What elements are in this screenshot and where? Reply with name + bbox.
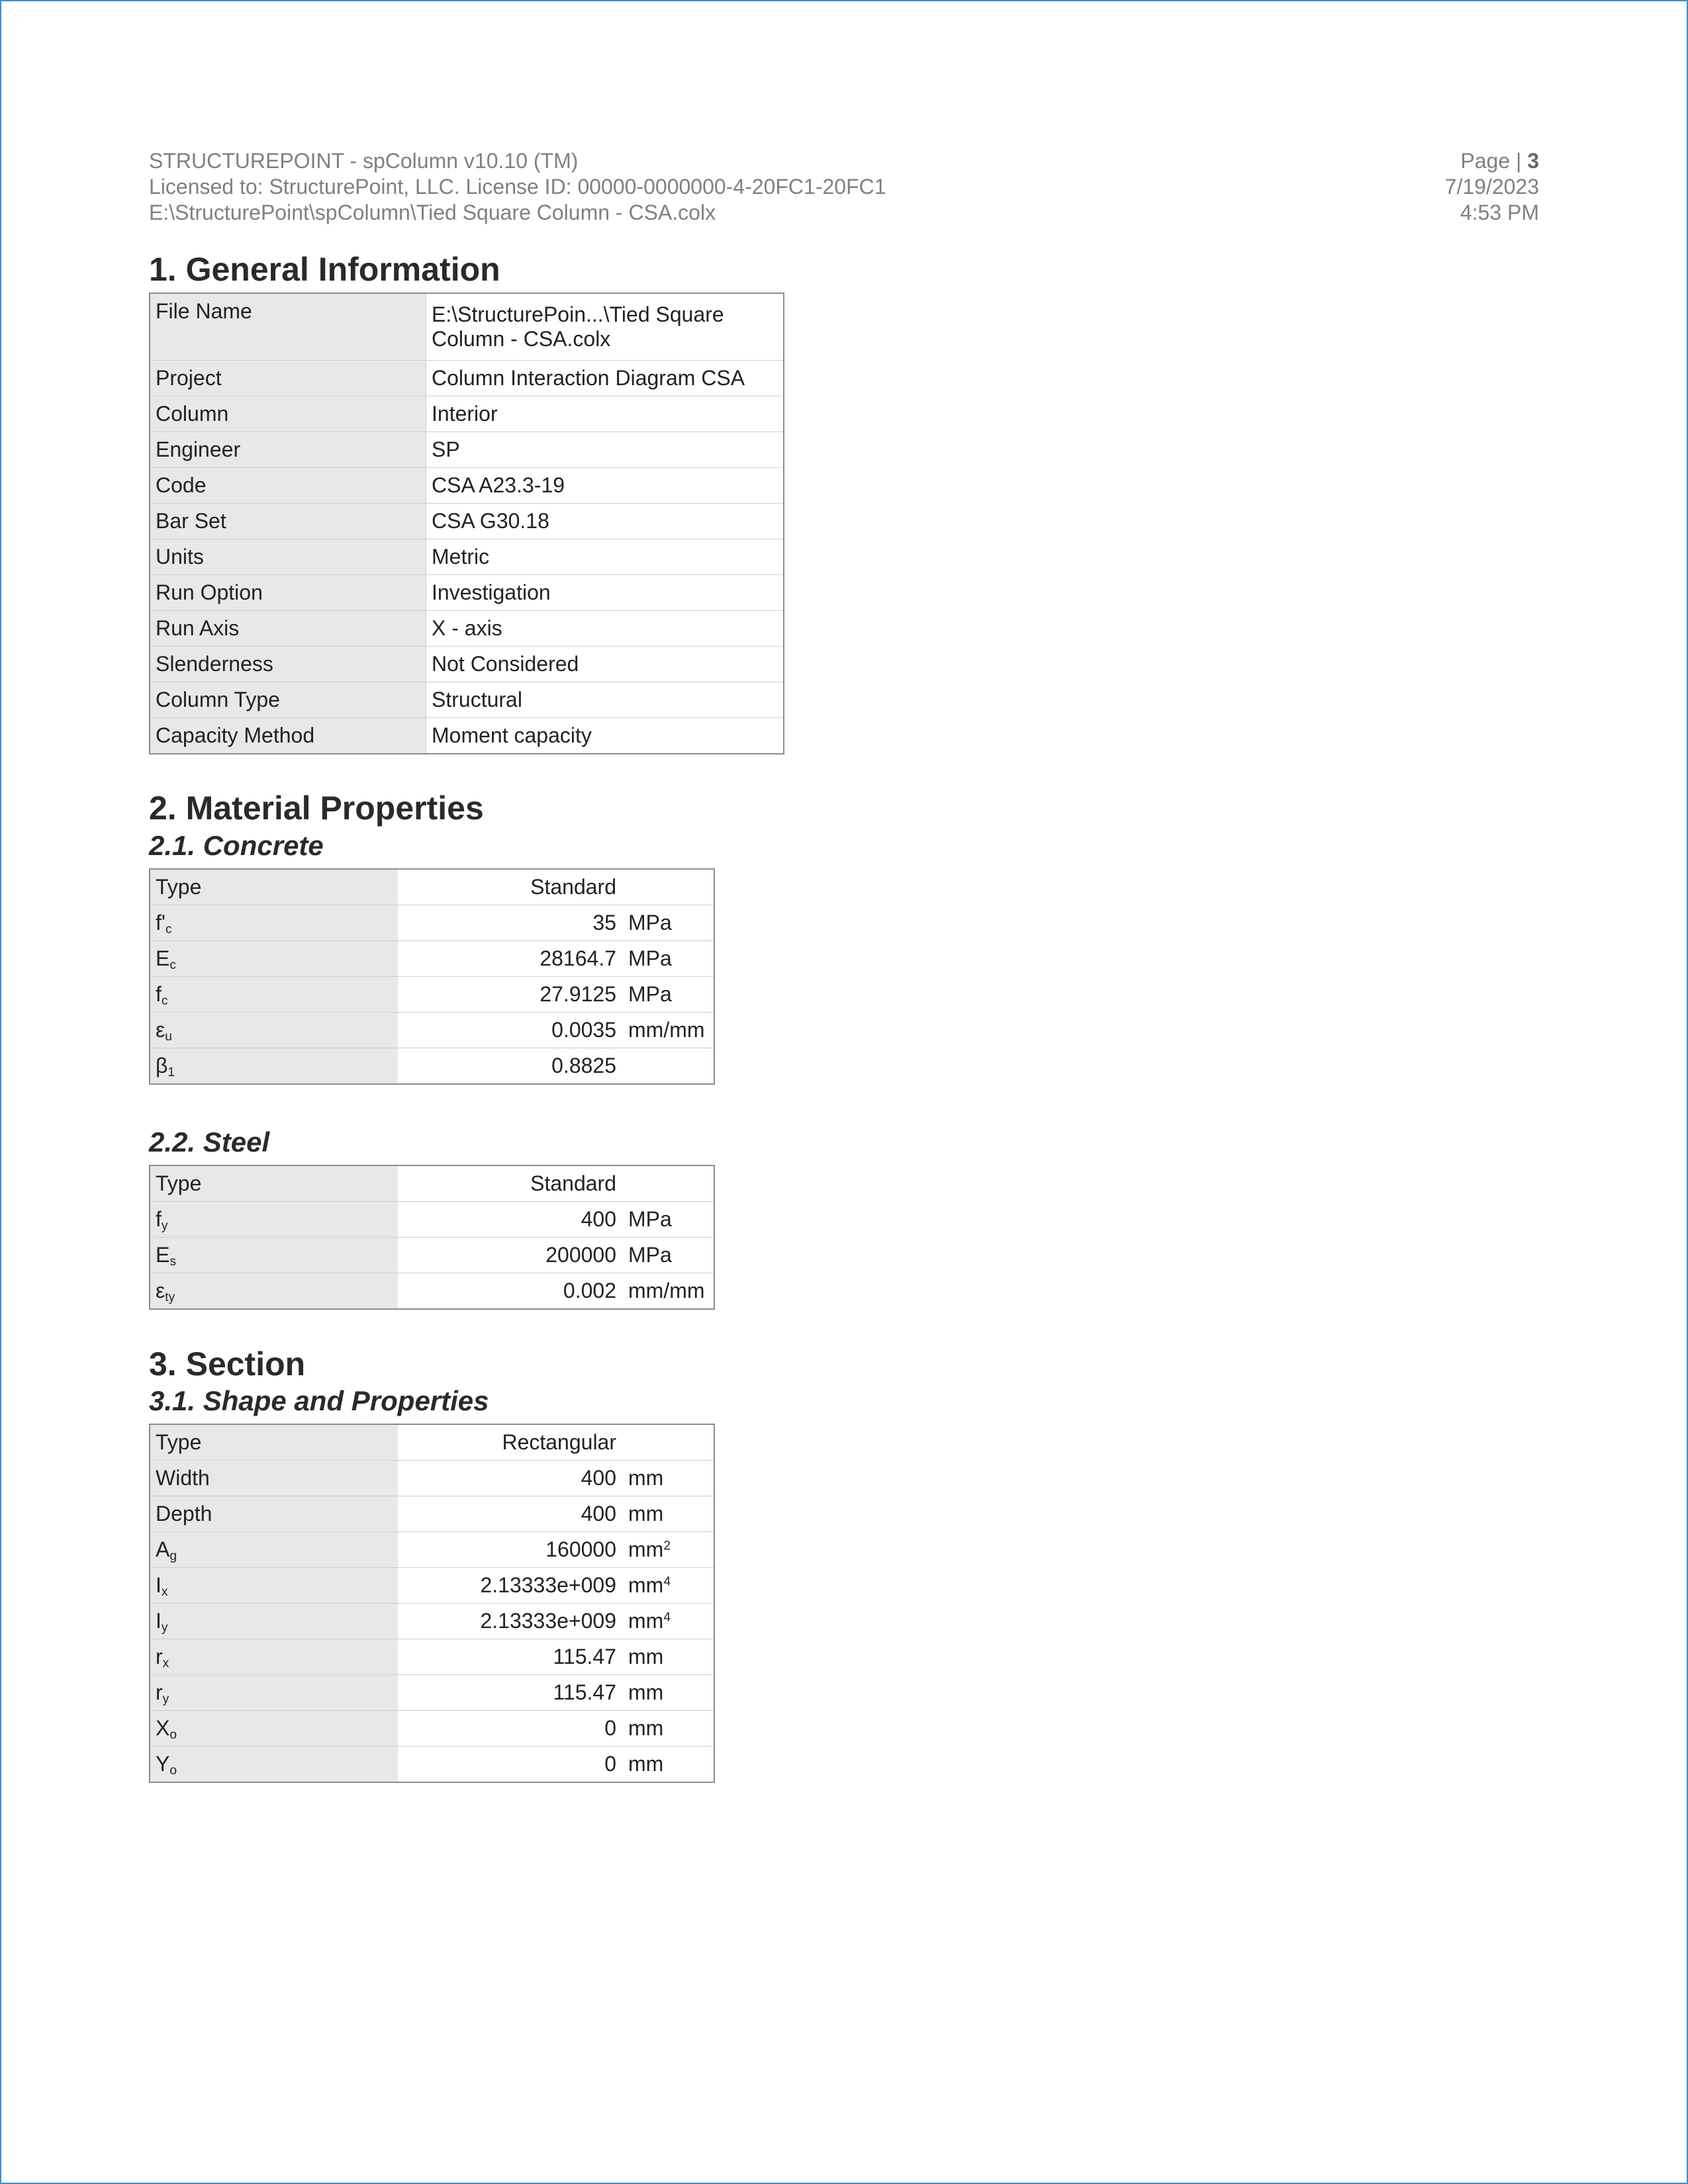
property-unit-text: mm/mm (628, 1018, 705, 1042)
general-label: Slenderness (150, 647, 426, 682)
general-row (150, 504, 784, 539)
property-subscript: ty (165, 1290, 175, 1304)
property-unit (622, 1747, 714, 1783)
property-symbol: Type (156, 1171, 202, 1195)
property-value: 0 (398, 1747, 622, 1783)
property-row (150, 1568, 714, 1604)
property-unit-superscript: 4 (663, 1610, 671, 1625)
header-license: Licensed to: StructurePoint, LLC. License ID: 00000-0000000-4-20FC1-20FC1 (149, 175, 886, 199)
property-label (150, 977, 398, 1013)
general-row (150, 647, 784, 682)
general-value (426, 293, 784, 361)
property-unit (622, 1013, 714, 1048)
general-value-text: CSA G30.18 (432, 509, 549, 533)
property-unit (622, 905, 714, 941)
property-symbol: r (156, 1680, 163, 1704)
property-label (150, 869, 398, 905)
general-row (150, 468, 784, 504)
property-symbol: I (156, 1573, 162, 1597)
property-row (150, 905, 714, 941)
property-value: 0 (398, 1711, 622, 1747)
heading-shape-and-properties: 3.1. Shape and Properties (149, 1385, 489, 1416)
heading-section: 3. Section (149, 1345, 306, 1383)
property-unit-text: mm (628, 1752, 664, 1776)
property-unit (622, 1273, 714, 1310)
property-symbol: β (156, 1054, 168, 1077)
property-value: Rectangular (398, 1424, 622, 1461)
property-label (150, 1202, 398, 1238)
property-label (150, 1568, 398, 1604)
heading-concrete: 2.1. Concrete (149, 830, 324, 861)
property-unit (622, 1675, 714, 1711)
property-row (150, 1165, 714, 1202)
property-row (150, 1202, 714, 1238)
property-unit (622, 1568, 714, 1604)
property-subscript: o (169, 1727, 177, 1742)
general-value (426, 718, 784, 754)
property-unit (622, 869, 714, 905)
property-value: Standard (398, 869, 622, 905)
property-unit (622, 1165, 714, 1202)
general-value (426, 361, 784, 396)
property-subscript: y (162, 1692, 169, 1706)
property-row (150, 1273, 714, 1310)
general-value-text: X - axis (432, 616, 502, 640)
general-value (426, 682, 784, 718)
general-row (150, 718, 784, 754)
property-unit-text: MPa (628, 911, 672, 934)
property-value: 0.8825 (398, 1048, 622, 1085)
property-unit-text: mm (628, 1537, 664, 1561)
property-subscript: s (169, 1254, 176, 1269)
heading-general-information: 1. General Information (149, 251, 500, 288)
general-information-table (149, 293, 784, 754)
general-row (150, 611, 784, 647)
property-unit (622, 1238, 714, 1273)
property-value: 2.13333e+009 (398, 1568, 622, 1604)
property-row (150, 1461, 714, 1496)
header-date: 7/19/2023 (1444, 175, 1539, 199)
property-label (150, 1604, 398, 1639)
property-unit-text: mm (628, 1573, 664, 1597)
general-value-text: E:\StructurePoin...\Tied Square (432, 302, 724, 326)
property-unit-text: MPa (628, 1207, 672, 1231)
property-unit (622, 1639, 714, 1675)
property-unit-text: mm (628, 1466, 664, 1490)
property-row (150, 1675, 714, 1711)
general-label: File Name (150, 293, 426, 361)
property-value: 27.9125 (398, 977, 622, 1013)
general-value-text: SP (432, 437, 460, 461)
general-label: Run Axis (150, 611, 426, 647)
general-row (150, 432, 784, 468)
heading-material-properties: 2. Material Properties (149, 790, 484, 827)
property-unit (622, 1424, 714, 1461)
property-label (150, 1048, 398, 1085)
general-label: Project (150, 361, 426, 396)
property-value: 2.13333e+009 (398, 1604, 622, 1639)
general-value (426, 396, 784, 432)
property-value: 200000 (398, 1238, 622, 1273)
property-row (150, 1424, 714, 1461)
property-row (150, 1532, 714, 1568)
property-unit (622, 1711, 714, 1747)
general-label: Units (150, 539, 426, 575)
page-number: 3 (1527, 149, 1539, 173)
property-value: 400 (398, 1202, 622, 1238)
general-value-text: Interior (432, 402, 498, 426)
property-symbol: Y (156, 1752, 170, 1776)
property-subscript: u (165, 1029, 172, 1044)
property-label (150, 1238, 398, 1273)
general-value-text: Investigation (432, 580, 551, 604)
property-unit-text: mm (628, 1716, 664, 1740)
shape-properties-table (149, 1424, 715, 1783)
property-subscript: g (169, 1549, 177, 1563)
general-row (150, 361, 784, 396)
property-unit (622, 977, 714, 1013)
property-symbol: E (156, 1243, 170, 1267)
general-row (150, 539, 784, 575)
general-row (150, 293, 784, 361)
property-unit-text: MPa (628, 1243, 672, 1267)
general-value-text: Moment capacity (432, 723, 592, 747)
property-subscript: o (169, 1763, 177, 1778)
header-file-path: E:\StructurePoint\spColumn\Tied Square Column - CSA.colx (149, 201, 716, 224)
property-row (150, 977, 714, 1013)
property-symbol: Depth (156, 1502, 212, 1525)
general-value-text: CSA A23.3-19 (432, 473, 565, 497)
property-unit (622, 1048, 714, 1085)
property-row (150, 941, 714, 977)
property-subscript: c (165, 922, 172, 936)
general-row (150, 396, 784, 432)
general-label: Code (150, 468, 426, 504)
property-symbol: f (156, 1207, 162, 1231)
general-row (150, 575, 784, 611)
general-label: Column (150, 396, 426, 432)
property-row (150, 1639, 714, 1675)
general-value (426, 504, 784, 539)
property-label (150, 1013, 398, 1048)
property-subscript: y (161, 1218, 168, 1233)
property-subscript: c (169, 958, 176, 972)
property-value: 115.47 (398, 1675, 622, 1711)
property-unit-superscript: 4 (663, 1574, 671, 1589)
property-label (150, 1747, 398, 1783)
property-value: 160000 (398, 1532, 622, 1568)
property-value: 400 (398, 1461, 622, 1496)
general-value (426, 539, 784, 575)
property-symbol: E (156, 946, 170, 970)
property-value: 400 (398, 1496, 622, 1532)
property-label (150, 1532, 398, 1568)
property-unit-text: mm/mm (628, 1279, 705, 1302)
general-label: Engineer (150, 432, 426, 468)
property-value: Standard (398, 1165, 622, 1202)
property-unit-text: MPa (628, 982, 672, 1006)
property-unit (622, 1496, 714, 1532)
property-subscript: y (161, 1620, 168, 1635)
property-subscript: x (162, 1656, 169, 1670)
concrete-table (149, 868, 715, 1085)
property-symbol: A (156, 1537, 170, 1561)
property-row (150, 1711, 714, 1747)
general-value (426, 575, 784, 611)
property-row (150, 1013, 714, 1048)
header-right (1445, 148, 1539, 226)
general-value (426, 611, 784, 647)
property-unit-text: mm (628, 1680, 664, 1704)
property-row (150, 869, 714, 905)
property-row (150, 1747, 714, 1783)
property-value: 0.002 (398, 1273, 622, 1310)
property-label (150, 1165, 398, 1202)
property-value: 28164.7 (398, 941, 622, 977)
general-label: Capacity Method (150, 718, 426, 754)
property-label (150, 905, 398, 941)
property-value: 35 (398, 905, 622, 941)
property-row (150, 1604, 714, 1639)
general-label: Column Type (150, 682, 426, 718)
general-value-text: Structural (432, 688, 522, 711)
property-unit-text: mm (628, 1502, 664, 1525)
general-value-text: Column Interaction Diagram CSA (432, 366, 745, 390)
property-symbol: ε (156, 1018, 165, 1042)
heading-steel: 2.2. Steel (149, 1126, 270, 1158)
property-label (150, 1711, 398, 1747)
property-symbol: ε (156, 1279, 165, 1302)
property-label (150, 1496, 398, 1532)
general-value (426, 468, 784, 504)
general-value-text-line2: Column - CSA.colx (432, 327, 611, 351)
property-value: 0.0035 (398, 1013, 622, 1048)
property-subscript: c (161, 993, 168, 1008)
general-value (426, 647, 784, 682)
property-label (150, 1461, 398, 1496)
header-time: 4:53 PM (1460, 201, 1539, 224)
page-label: Page | (1460, 149, 1528, 173)
property-unit (622, 941, 714, 977)
property-unit-text: mm (628, 1645, 664, 1668)
general-label: Bar Set (150, 504, 426, 539)
property-subscript: 1 (167, 1065, 175, 1079)
property-label (150, 941, 398, 977)
property-unit (622, 1202, 714, 1238)
general-value-text: Not Considered (432, 652, 579, 676)
general-value-text: Metric (432, 545, 490, 569)
property-symbol: Type (156, 1430, 202, 1454)
property-symbol: f' (156, 911, 165, 934)
property-symbol: X (156, 1716, 170, 1740)
header-program: STRUCTUREPOINT - spColumn v10.10 (TM) (149, 149, 579, 173)
general-value (426, 432, 784, 468)
property-subscript: x (161, 1584, 168, 1599)
property-value: 115.47 (398, 1639, 622, 1675)
property-unit-text: mm (628, 1609, 664, 1633)
property-row (150, 1048, 714, 1085)
property-symbol: Type (156, 875, 202, 899)
property-row (150, 1238, 714, 1273)
property-label (150, 1424, 398, 1461)
general-row (150, 682, 784, 718)
header-left (149, 148, 886, 226)
property-label (150, 1639, 398, 1675)
property-unit (622, 1461, 714, 1496)
property-unit (622, 1604, 714, 1639)
property-symbol: I (156, 1609, 162, 1633)
header-page (1445, 148, 1539, 174)
steel-table (149, 1165, 715, 1310)
property-symbol: f (156, 982, 162, 1006)
property-symbol: Width (156, 1466, 210, 1490)
property-symbol: r (156, 1645, 163, 1668)
property-label (150, 1273, 398, 1310)
property-unit-text: MPa (628, 946, 672, 970)
property-unit-superscript: 2 (663, 1539, 671, 1553)
property-label (150, 1675, 398, 1711)
general-label: Run Option (150, 575, 426, 611)
property-row (150, 1496, 714, 1532)
property-unit (622, 1532, 714, 1568)
